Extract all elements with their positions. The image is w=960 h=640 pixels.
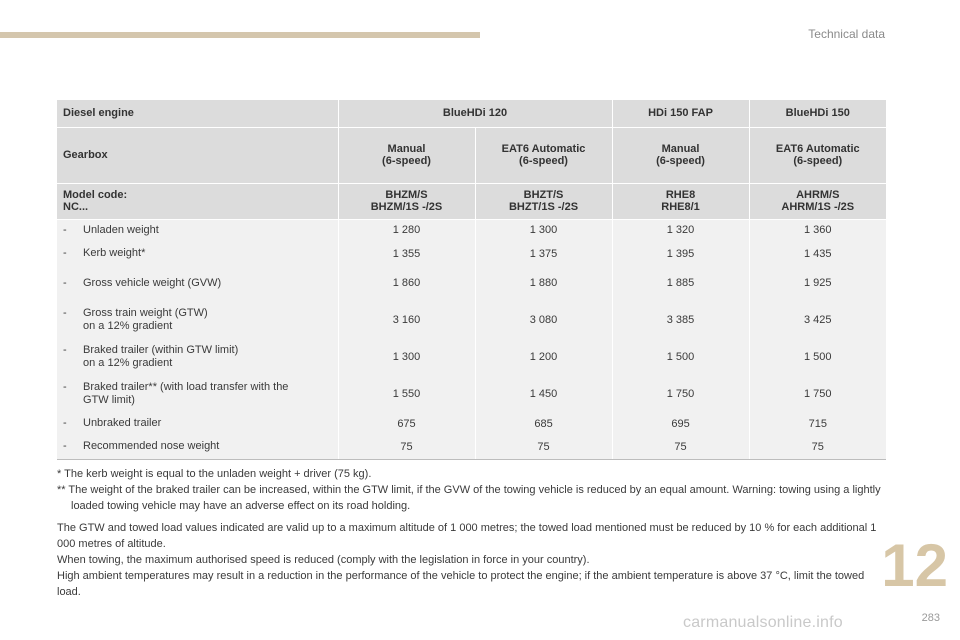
- table-cell: 1 280: [338, 219, 475, 241]
- table-cell: 1 300: [338, 339, 475, 375]
- model-code: AHRM/S: [796, 189, 840, 201]
- model-code-cell: [612, 183, 749, 219]
- note-max-speed: When towing, the maximum authorised speed is reduced (comply with the legislation in force in your country).: [57, 554, 590, 566]
- model-code-cell: [749, 183, 886, 219]
- model-code-variants: RHE8/1: [661, 201, 700, 213]
- table-cell: 75: [749, 435, 886, 459]
- gearbox-cell: [475, 127, 612, 183]
- table-cell: 715: [749, 412, 886, 435]
- model-code-variants: AHRM/1S -/2S: [781, 201, 855, 213]
- engine-label: Diesel engine: [57, 100, 338, 127]
- row-label-cell: [57, 219, 338, 241]
- engine-header-row: [57, 100, 886, 127]
- model-code-header-row: [57, 183, 886, 219]
- footnotes: [57, 466, 887, 600]
- table-row-braked-trailer: [57, 339, 886, 375]
- gearbox-type: Manual: [387, 143, 426, 155]
- gearbox-speeds: (6-speed): [793, 155, 843, 167]
- model-code-label: Model code:: [63, 189, 128, 201]
- row-label: Gross vehicle weight (GVW): [83, 276, 222, 289]
- note-ambient-temperature: High ambient temperatures may result in a reduction in the performance of the vehicle to protect the engine; if the ambient temperature is above 37 °C, limit the towed load.: [57, 570, 865, 598]
- gearbox-cell: [749, 127, 886, 183]
- row-label: Unbraked trailer: [83, 417, 162, 429]
- row-label-cell: [57, 435, 338, 459]
- row-dash: -: [63, 306, 67, 319]
- towing-weights-table: [57, 100, 886, 460]
- table-cell: 1 500: [612, 339, 749, 375]
- model-code-cell: [475, 183, 612, 219]
- gearbox-cell: [612, 127, 749, 183]
- table-cell: 1 885: [612, 266, 749, 300]
- row-label-cell: [57, 339, 338, 375]
- row-label: Kerb weight*: [83, 247, 146, 259]
- table-cell: 1 925: [749, 266, 886, 300]
- gearbox-type: Manual: [661, 143, 700, 155]
- table-cell: 1 880: [475, 266, 612, 300]
- watermark: carmanualsonline.info: [683, 614, 843, 631]
- model-code-label-cell: [57, 183, 338, 219]
- row-label-cell: [57, 266, 338, 300]
- row-label-cell: [57, 375, 338, 412]
- row-dash: -: [63, 417, 67, 429]
- table-cell: 3 080: [475, 300, 612, 339]
- table-row-kerb-weight: [57, 241, 886, 266]
- section-title: Technical data: [808, 27, 885, 41]
- row-label-line: Braked trailer** (with load transfer with the: [83, 380, 289, 393]
- table-row-braked-trailer-load-transfer: [57, 375, 886, 412]
- row-label-line: on a 12% gradient: [83, 357, 173, 369]
- gearbox-type: EAT6 Automatic: [775, 143, 860, 155]
- row-dash: -: [63, 276, 67, 289]
- table-cell: 1 300: [475, 219, 612, 241]
- table-cell: 1 500: [749, 339, 886, 375]
- footnote-braked-trailer: ** The weight of the braked trailer can be increased, within the GTW limit, if the GVW of the towing vehicle is reduced by an equal amount. Warning: towing using a lightly loaded towing vehicle may have an adverse effect on its road holding.: [57, 484, 881, 512]
- gearbox-speeds: (6-speed): [382, 155, 431, 167]
- model-code-prefix: NC...: [63, 201, 89, 213]
- row-label-line: GTW limit): [83, 393, 135, 406]
- table-cell: 1 435: [749, 241, 886, 266]
- row-dash: -: [63, 380, 67, 393]
- page-number: 283: [921, 612, 940, 624]
- row-dash: -: [63, 440, 67, 453]
- gearbox-label: Gearbox: [57, 127, 338, 183]
- chapter-number: 12: [881, 532, 948, 599]
- table-cell: 1 360: [749, 219, 886, 241]
- model-code-cell: [338, 183, 475, 219]
- table-cell: 1 200: [475, 339, 612, 375]
- table-cell: 75: [475, 435, 612, 459]
- row-label: [83, 344, 332, 370]
- engine-bluehdi-120: BlueHDi 120: [338, 100, 612, 127]
- table-cell: 695: [612, 412, 749, 435]
- model-code: BHZM/S: [385, 189, 428, 201]
- table-cell: 1 750: [612, 375, 749, 412]
- row-label: Recommended nose weight: [83, 440, 220, 453]
- model-code: RHE8: [665, 189, 696, 201]
- row-dash: -: [63, 223, 67, 236]
- gearbox-header-row: [57, 127, 886, 183]
- row-label-line: Gross train weight (GTW): [83, 306, 208, 319]
- table-cell: 1 355: [338, 241, 475, 266]
- row-label-line: on a 12% gradient: [83, 319, 173, 332]
- table-cell: 3 160: [338, 300, 475, 339]
- row-label: [83, 381, 332, 407]
- table-row-unladen-weight: [57, 219, 886, 241]
- gearbox-speeds: (6-speed): [656, 155, 705, 167]
- row-label-line: Braked trailer (within GTW limit): [83, 344, 239, 356]
- model-code-variants: BHZM/1S -/2S: [370, 201, 443, 213]
- row-label-cell: [57, 300, 338, 339]
- note-altitude: The GTW and towed load values indicated are valid up to a maximum altitude of 1 000 metres; the towed load mentioned must be reduced by 10 % for each additional 1 000 metres of altitude.: [57, 522, 877, 550]
- row-dash: -: [63, 344, 67, 356]
- table-cell: 1 750: [749, 375, 886, 412]
- table-row-gross-vehicle-weight: [57, 266, 886, 300]
- table-cell: 1 450: [475, 375, 612, 412]
- model-code-variants: BHZT/1S -/2S: [508, 201, 579, 213]
- footnote-kerb-weight: * The kerb weight is equal to the unladen weight + driver (75 kg).: [57, 468, 372, 480]
- table-row-unbraked-trailer: [57, 412, 886, 435]
- row-label-cell: [57, 412, 338, 435]
- row-dash: -: [63, 247, 67, 259]
- table-row-nose-weight: [57, 435, 886, 459]
- table-cell: 675: [338, 412, 475, 435]
- gearbox-cell: [338, 127, 475, 183]
- engine-hdi-150-fap: HDi 150 FAP: [612, 100, 749, 127]
- gearbox-type: EAT6 Automatic: [501, 143, 586, 155]
- table-cell: 75: [338, 435, 475, 459]
- row-label: [83, 307, 332, 333]
- engine-bluehdi-150: BlueHDi 150: [749, 100, 886, 127]
- table-cell: 3 385: [612, 300, 749, 339]
- row-label-cell: [57, 241, 338, 266]
- table-cell: 1 550: [338, 375, 475, 412]
- table-cell: 1 395: [612, 241, 749, 266]
- header-accent-bar: [0, 32, 480, 38]
- row-label: Unladen weight: [83, 223, 159, 236]
- table-cell: 1 860: [338, 266, 475, 300]
- table-cell: 1 375: [475, 241, 612, 266]
- table-cell: 685: [475, 412, 612, 435]
- gearbox-speeds: (6-speed): [519, 155, 568, 167]
- table-cell: 1 320: [612, 219, 749, 241]
- table-cell: 75: [612, 435, 749, 459]
- table-row-gross-train-weight: [57, 300, 886, 339]
- model-code: BHZT/S: [523, 189, 564, 201]
- table-cell: 3 425: [749, 300, 886, 339]
